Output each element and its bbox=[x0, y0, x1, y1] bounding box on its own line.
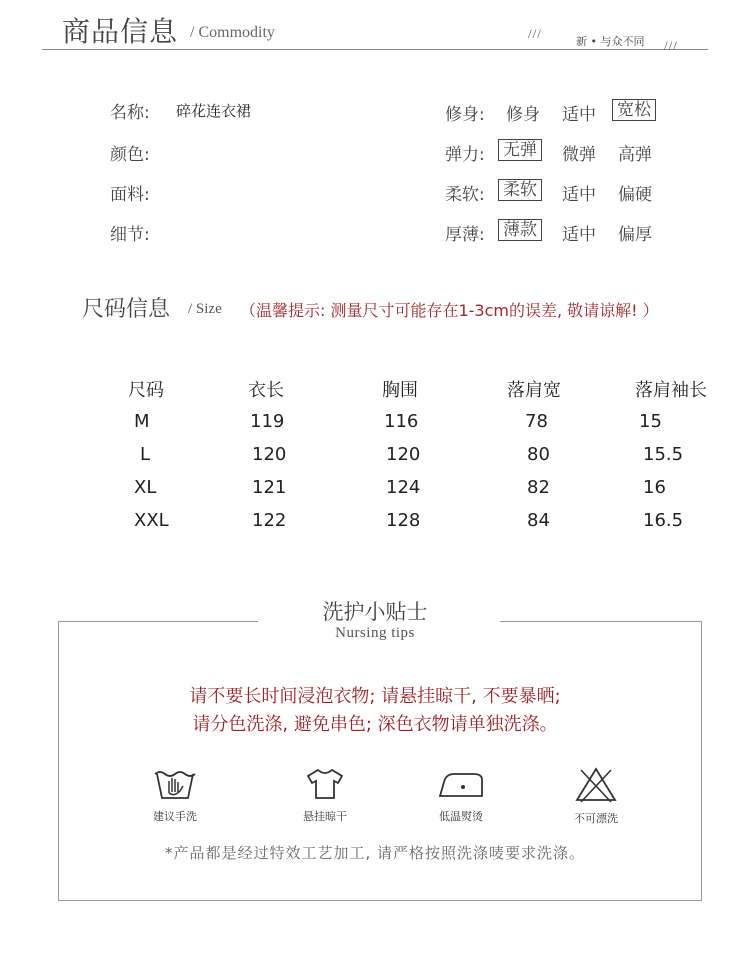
cell-size: XXL bbox=[134, 510, 169, 531]
section-title-size: 尺码信息 bbox=[82, 297, 171, 322]
hand-wash-icon bbox=[152, 766, 198, 802]
care-item-no-bleach bbox=[556, 766, 636, 826]
cell-size: L bbox=[140, 444, 151, 465]
care-caption: 不可漂洗 bbox=[574, 812, 618, 825]
elastic-option-slight: 微弹 bbox=[562, 145, 596, 165]
cell-sleeve: 15 bbox=[639, 411, 662, 432]
section-subtitle-nursing: Nursing tips bbox=[335, 625, 415, 641]
cell-sleeve: 15.5 bbox=[643, 444, 684, 465]
name-label: 名称: bbox=[110, 103, 150, 123]
thick-option-medium: 适中 bbox=[562, 225, 596, 245]
elastic-option-high: 高弹 bbox=[618, 145, 652, 165]
table-row bbox=[108, 504, 745, 537]
header-divider bbox=[42, 49, 708, 50]
size-table bbox=[108, 372, 745, 537]
care-caption: 低温熨烫 bbox=[439, 810, 483, 823]
care-item-low-iron bbox=[421, 766, 501, 824]
soft-label: 柔软: bbox=[445, 185, 485, 205]
table-row bbox=[108, 471, 745, 504]
care-item-hang-dry bbox=[285, 766, 365, 824]
cell-shoulder: 78 bbox=[525, 411, 548, 432]
care-caption: 悬挂晾干 bbox=[303, 810, 347, 823]
cell-shoulder: 84 bbox=[527, 510, 550, 531]
decorative-slashes-right: /// bbox=[664, 38, 678, 53]
elastic-option-none-selected: 无弹 bbox=[498, 139, 542, 161]
fabric-label: 面料: bbox=[110, 185, 150, 205]
section-subtitle-commodity: / Commodity bbox=[190, 24, 275, 41]
care-instruction-line-2: 请分色洗涤, 避免串色; 深色衣物请单独洗涤。 bbox=[192, 714, 558, 735]
cell-bust: 124 bbox=[386, 477, 421, 498]
table-row bbox=[108, 438, 745, 471]
fit-label: 修身: bbox=[445, 105, 485, 125]
brand-tag: 新 • 与众不同 bbox=[576, 35, 645, 48]
thick-label: 厚薄: bbox=[445, 225, 485, 245]
soft-option-stiff: 偏硬 bbox=[618, 185, 652, 205]
cell-size: M bbox=[134, 411, 150, 432]
cell-bust: 120 bbox=[386, 444, 421, 465]
cell-length: 121 bbox=[252, 477, 287, 498]
hang-dry-icon bbox=[302, 766, 348, 802]
care-caption: 建议手洗 bbox=[153, 810, 197, 823]
cell-size: XL bbox=[134, 477, 157, 498]
fit-option-loose-selected: 宽松 bbox=[612, 99, 656, 121]
cell-length: 120 bbox=[252, 444, 287, 465]
low-iron-icon bbox=[436, 766, 486, 802]
cell-length: 119 bbox=[250, 411, 285, 432]
header-shoulder: 落肩宽 bbox=[507, 379, 561, 401]
section-subtitle-size: / Size bbox=[188, 301, 222, 317]
fit-option-regular: 适中 bbox=[562, 105, 596, 125]
section-title-nursing: 洗护小贴士 bbox=[322, 600, 428, 624]
header-sleeve: 落肩袖长 bbox=[635, 379, 707, 401]
cell-shoulder: 80 bbox=[527, 444, 550, 465]
cell-sleeve: 16 bbox=[643, 477, 666, 498]
care-item-hand-wash bbox=[135, 766, 215, 824]
elastic-label: 弹力: bbox=[445, 145, 485, 165]
section-title-commodity: 商品信息 bbox=[62, 15, 179, 48]
no-bleach-icon bbox=[573, 766, 619, 804]
decorative-slashes-left: /// bbox=[528, 26, 542, 41]
size-tolerance-note: （温馨提示: 测量尺寸可能存在1-3cm的误差, 敬请谅解! ） bbox=[240, 301, 659, 320]
header-size: 尺码 bbox=[128, 379, 164, 401]
soft-option-medium: 适中 bbox=[562, 185, 596, 205]
cell-bust: 116 bbox=[384, 411, 419, 432]
cell-length: 122 bbox=[252, 510, 287, 531]
thick-option-thin-selected: 薄款 bbox=[498, 219, 542, 241]
thick-option-thick: 偏厚 bbox=[618, 225, 652, 245]
header-length: 衣长 bbox=[248, 379, 284, 401]
name-value: 碎花连衣裙 bbox=[176, 102, 252, 120]
color-label: 颜色: bbox=[110, 145, 150, 165]
cell-shoulder: 82 bbox=[527, 477, 550, 498]
cell-sleeve: 16.5 bbox=[643, 510, 684, 531]
detail-label: 细节: bbox=[110, 225, 150, 245]
care-footnote: *产品都是经过特效工艺加工, 请严格按照洗涤唛要求洗涤。 bbox=[164, 844, 586, 862]
size-table-header bbox=[108, 372, 745, 405]
care-instruction-line-1: 请不要长时间浸泡衣物; 请悬挂晾干, 不要暴晒; bbox=[189, 686, 561, 707]
table-row bbox=[108, 405, 745, 438]
header-bust: 胸围 bbox=[382, 379, 418, 401]
cell-bust: 128 bbox=[386, 510, 421, 531]
soft-option-soft-selected: 柔软 bbox=[498, 179, 542, 201]
fit-option-slim: 修身 bbox=[506, 105, 540, 125]
